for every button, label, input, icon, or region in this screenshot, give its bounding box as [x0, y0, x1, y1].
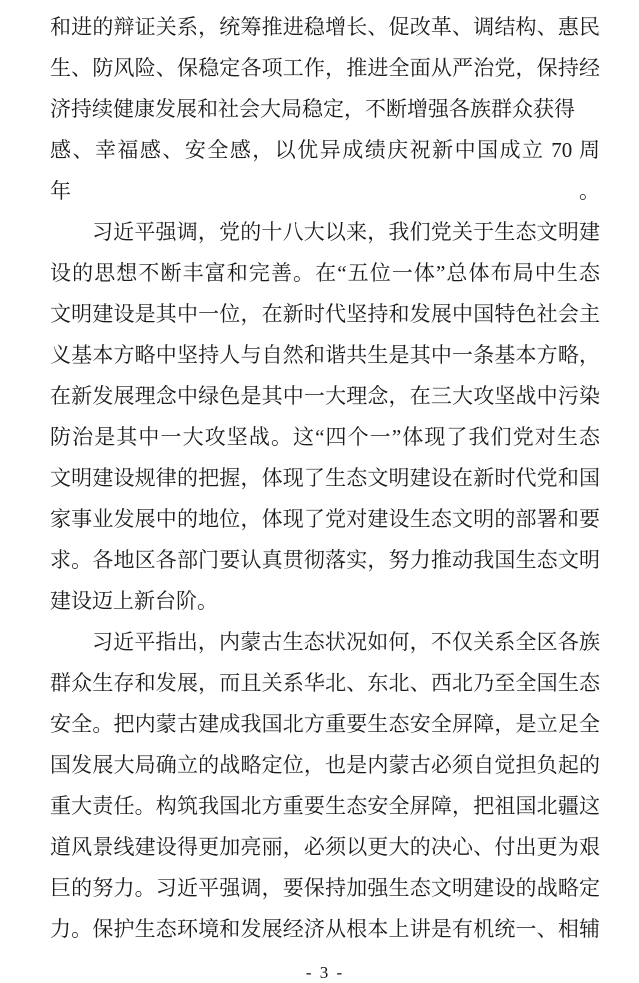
text-line: 道风景线建设得更加亮丽，必须以更大的决心、付出更为艰 — [50, 835, 600, 859]
text-line: 在新发展理念中绿色是其中一大理念，在三大攻坚战中污染 — [50, 384, 600, 408]
text-line: 习近平指出，内蒙古生态状况如何，不仅关系全区各族 — [92, 630, 600, 654]
text-line: 群众生存和发展，而且关系华北、东北、西北乃至全国生态 — [50, 671, 600, 695]
text-line: 习近平强调，党的十八大以来，我们党关于生态文明建 — [92, 220, 600, 244]
text-line: 义基本方略中坚持人与自然和谐共生是其中一条基本方略， — [50, 343, 600, 367]
text-line: 生、防风险、保稳定各项工作，推进全面从严治党，保持经 — [50, 56, 600, 80]
text-line: 感、幸福感、安全感，以优异成绩庆祝新中国成立 70 周年。 — [50, 138, 600, 203]
text-line: 文明建设是其中一位，在新时代坚持和发展中国特色社会主 — [50, 302, 600, 326]
page-number: - 3 - — [305, 963, 345, 982]
text-line: 建设迈上新台阶。 — [50, 589, 218, 613]
text-line: 巨的努力。习近平强调，要保持加强生态文明建设的战略定 — [50, 876, 600, 900]
text-line: 文明建设规律的把握，体现了生态文明建设在新时代党和国 — [50, 466, 600, 490]
text-line: 家事业发展中的地位，体现了党对建设生态文明的部署和要 — [50, 507, 600, 531]
text-line: 济持续健康发展和社会大局稳定，不断增强各族群众获得 — [50, 97, 575, 121]
text-line: 国发展大局确立的战略定位，也是内蒙古必须自觉担负起的 — [50, 753, 600, 777]
text-line: 防治是其中一大攻坚战。这“四个一”体现了我们党对生态 — [50, 425, 600, 449]
text-line: 设的思想不断丰富和完善。在“五位一体”总体布局中生态 — [50, 261, 600, 285]
document-text — [50, 7, 600, 950]
text-line: 和进的辩证关系，统筹推进稳增长、促改革、调结构、惠民 — [50, 15, 600, 39]
text-line: 力。保护生态环境和发展经济从根本上讲是有机统一、相辅 — [50, 917, 600, 941]
text-line: 求。各地区各部门要认真贯彻落实，努力推动我国生态文明 — [50, 548, 600, 572]
text-line: 重大责任。构筑我国北方重要生态安全屏障，把祖国北疆这 — [50, 794, 600, 818]
text-line: 安全。把内蒙古建成我国北方重要生态安全屏障，是立足全 — [50, 712, 600, 736]
